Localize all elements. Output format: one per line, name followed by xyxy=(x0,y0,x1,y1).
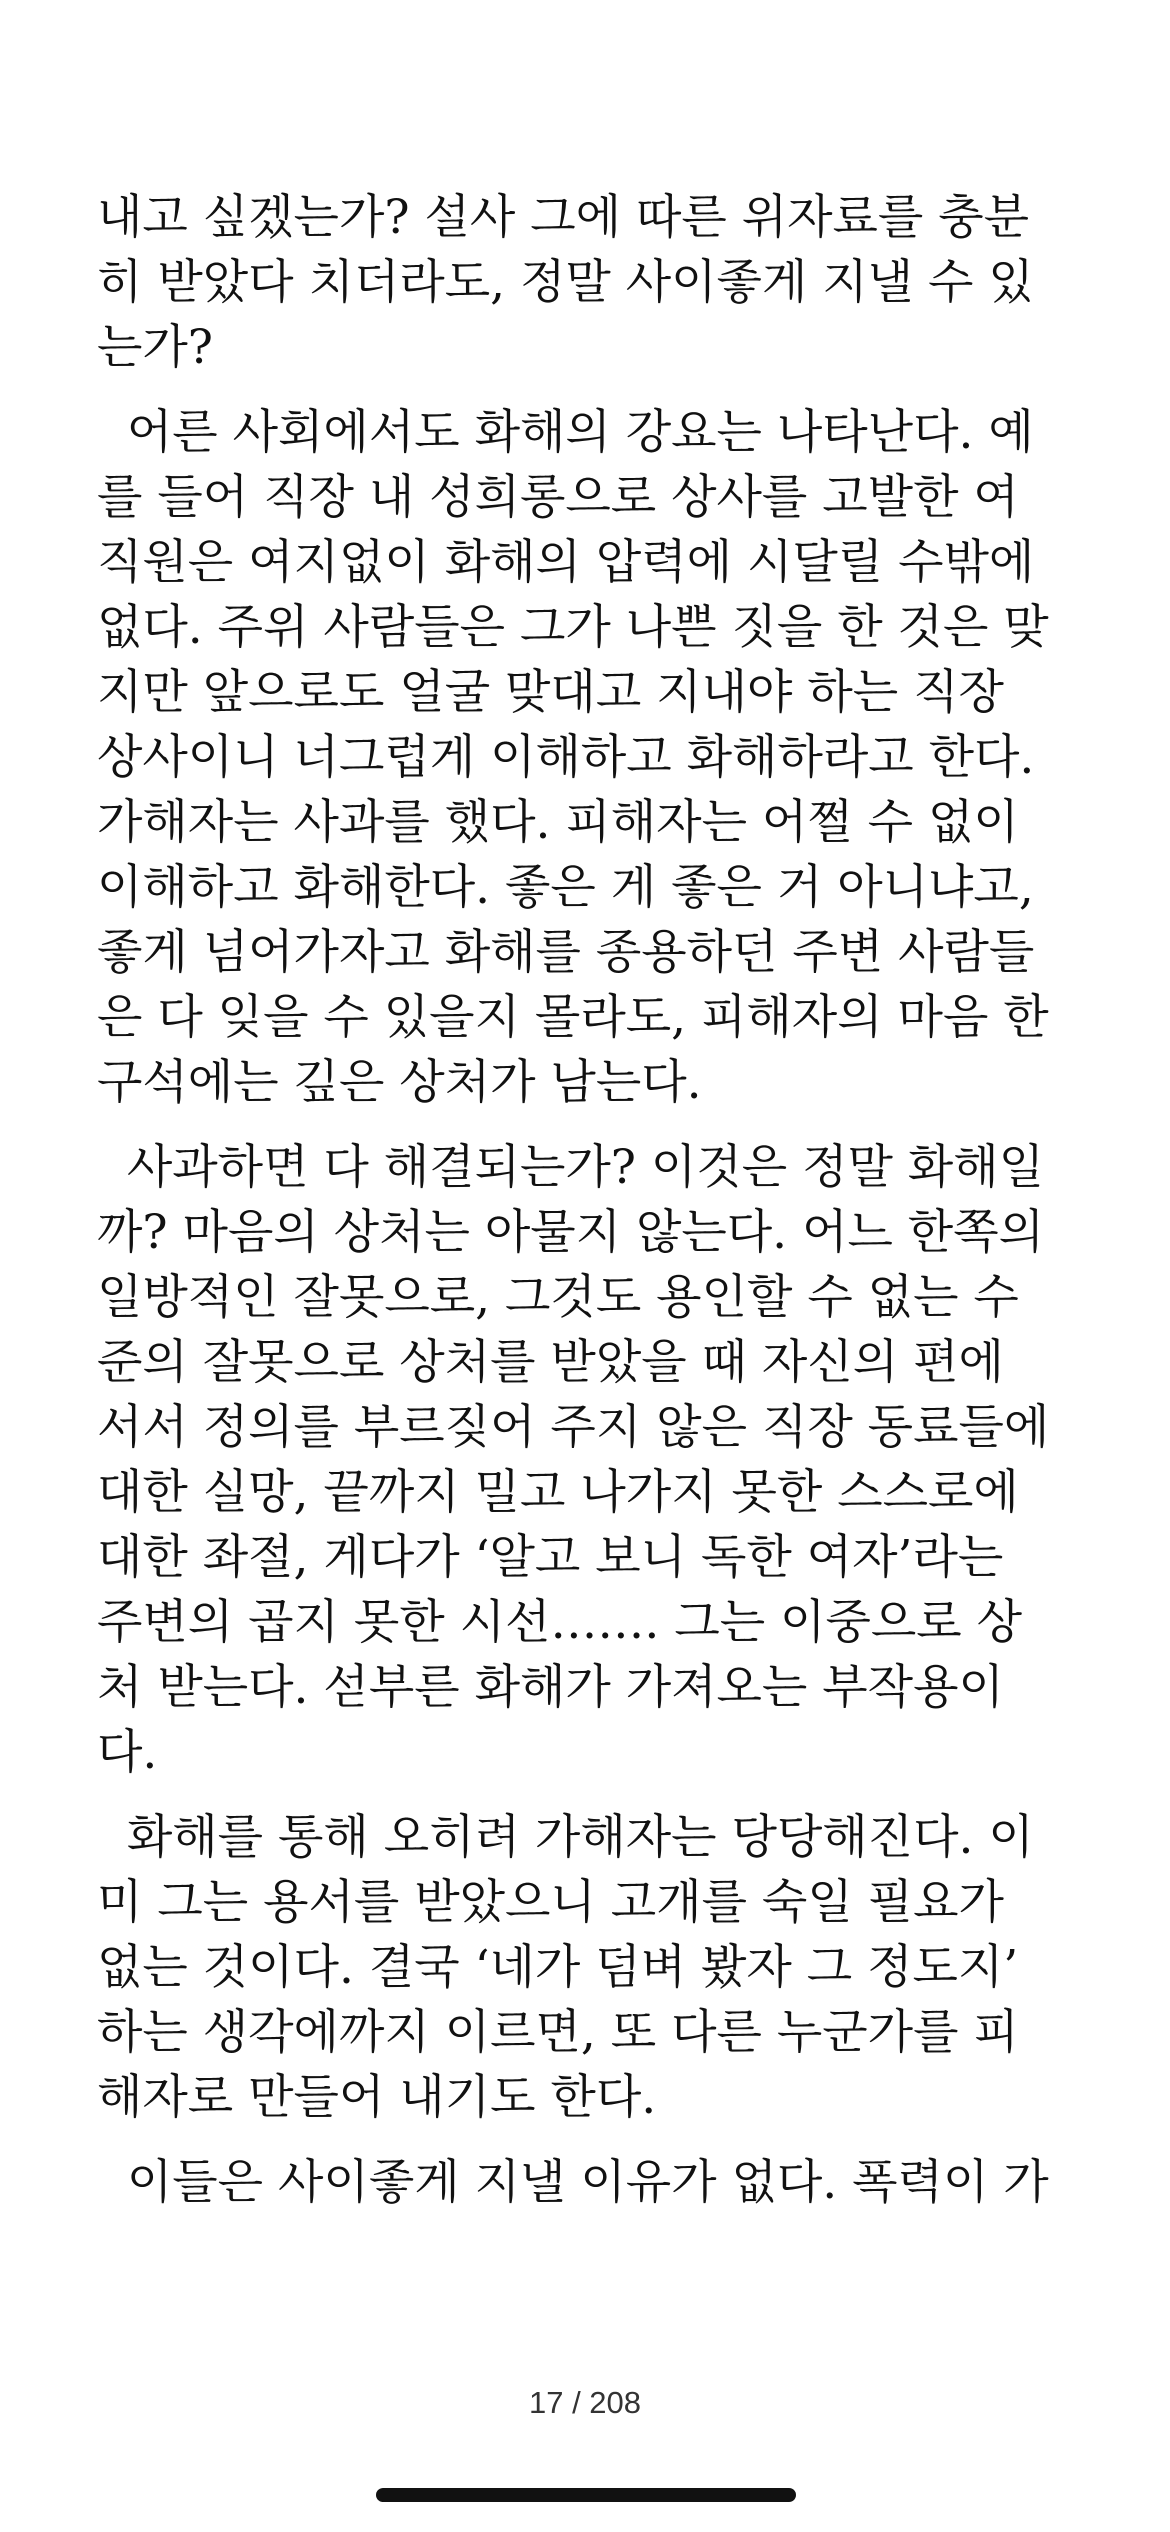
text-line: 대한 좌절, 게다가 ‘알고 보니 독한 여자’라는 xyxy=(97,1530,1004,1585)
text-line: 없다. 주위 사람들은 그가 나쁜 짓을 한 것은 맞 xyxy=(97,600,1049,655)
home-indicator[interactable] xyxy=(376,2488,796,2502)
text-line: 하는 생각에까지 이르면, 또 다른 누군가를 피 xyxy=(97,2005,1019,2060)
text-line: 사과하면 다 해결되는가? 이것은 정말 화해일 xyxy=(97,1140,1045,1195)
text-line: 내고 싶겠는가? 설사 그에 따른 위자료를 충분 xyxy=(97,190,1030,245)
text-line: 서서 정의를 부르짖어 주지 않은 직장 동료들에 xyxy=(97,1400,1050,1455)
paragraph-1 xyxy=(97,185,1077,380)
text-line: 다. xyxy=(97,1725,158,1780)
text-line: 처 받는다. 섣부른 화해가 가져오는 부작용이 xyxy=(97,1660,1004,1715)
paragraph-2 xyxy=(97,400,1077,1115)
paragraph-5 xyxy=(97,2150,1077,2215)
text-line: 는가? xyxy=(97,320,214,375)
text-line: 를 들어 직장 내 성희롱으로 상사를 고발한 여 xyxy=(97,470,1019,525)
text-line: 까? 마음의 상처는 아물지 않는다. 어느 한쪽의 xyxy=(97,1205,1045,1260)
text-line: 해자로 만들어 내기도 한다. xyxy=(97,2070,657,2125)
text-line: 주변의 곱지 못한 시선……. 그는 이중으로 상 xyxy=(97,1595,1023,1650)
text-line: 없는 것이다. 결국 ‘네가 덤벼 봤자 그 정도지’ xyxy=(97,1940,1019,1995)
text-line: 좋게 넘어가자고 화해를 종용하던 주변 사람들 xyxy=(97,925,1035,980)
text-line: 미 그는 용서를 받았으니 고개를 숙일 필요가 xyxy=(97,1875,1004,1930)
text-line: 대한 실망, 끝까지 밀고 나가지 못한 스스로에 xyxy=(97,1465,1019,1520)
text-line: 직원은 여지없이 화해의 압력에 시달릴 수밖에 xyxy=(97,535,1035,590)
page-indicator: 17 / 208 xyxy=(528,2385,642,2420)
text-line: 상사이니 너그럽게 이해하고 화해하라고 한다. xyxy=(97,730,1035,785)
text-line: 히 받았다 치더라도, 정말 사이좋게 지낼 수 있 xyxy=(97,255,1034,310)
text-line: 구석에는 깊은 상처가 남는다. xyxy=(97,1055,702,1110)
text-line: 어른 사회에서도 화해의 강요는 나타난다. 예 xyxy=(97,405,1034,460)
text-line: 지만 앞으로도 얼굴 맞대고 지내야 하는 직장 xyxy=(97,665,1004,720)
paragraph-3 xyxy=(97,1135,1077,1785)
text-line: 준의 잘못으로 상처를 받았을 때 자신의 편에 xyxy=(97,1335,1004,1390)
text-line: 이들은 사이좋게 지낼 이유가 없다. 폭력이 가 xyxy=(97,2155,1049,2210)
text-line: 일방적인 잘못으로, 그것도 용인할 수 없는 수 xyxy=(97,1270,1019,1325)
book-text xyxy=(97,185,1077,2235)
text-line: 은 다 잊을 수 있을지 몰라도, 피해자의 마음 한 xyxy=(97,990,1049,1045)
text-line: 가해자는 사과를 했다. 피해자는 어쩔 수 없이 xyxy=(97,795,1019,850)
text-line: 이해하고 화해한다. 좋은 게 좋은 거 아니냐고, xyxy=(97,860,1034,915)
paragraph-4 xyxy=(97,1805,1077,2130)
text-line: 화해를 통해 오히려 가해자는 당당해진다. 이 xyxy=(97,1810,1034,1865)
